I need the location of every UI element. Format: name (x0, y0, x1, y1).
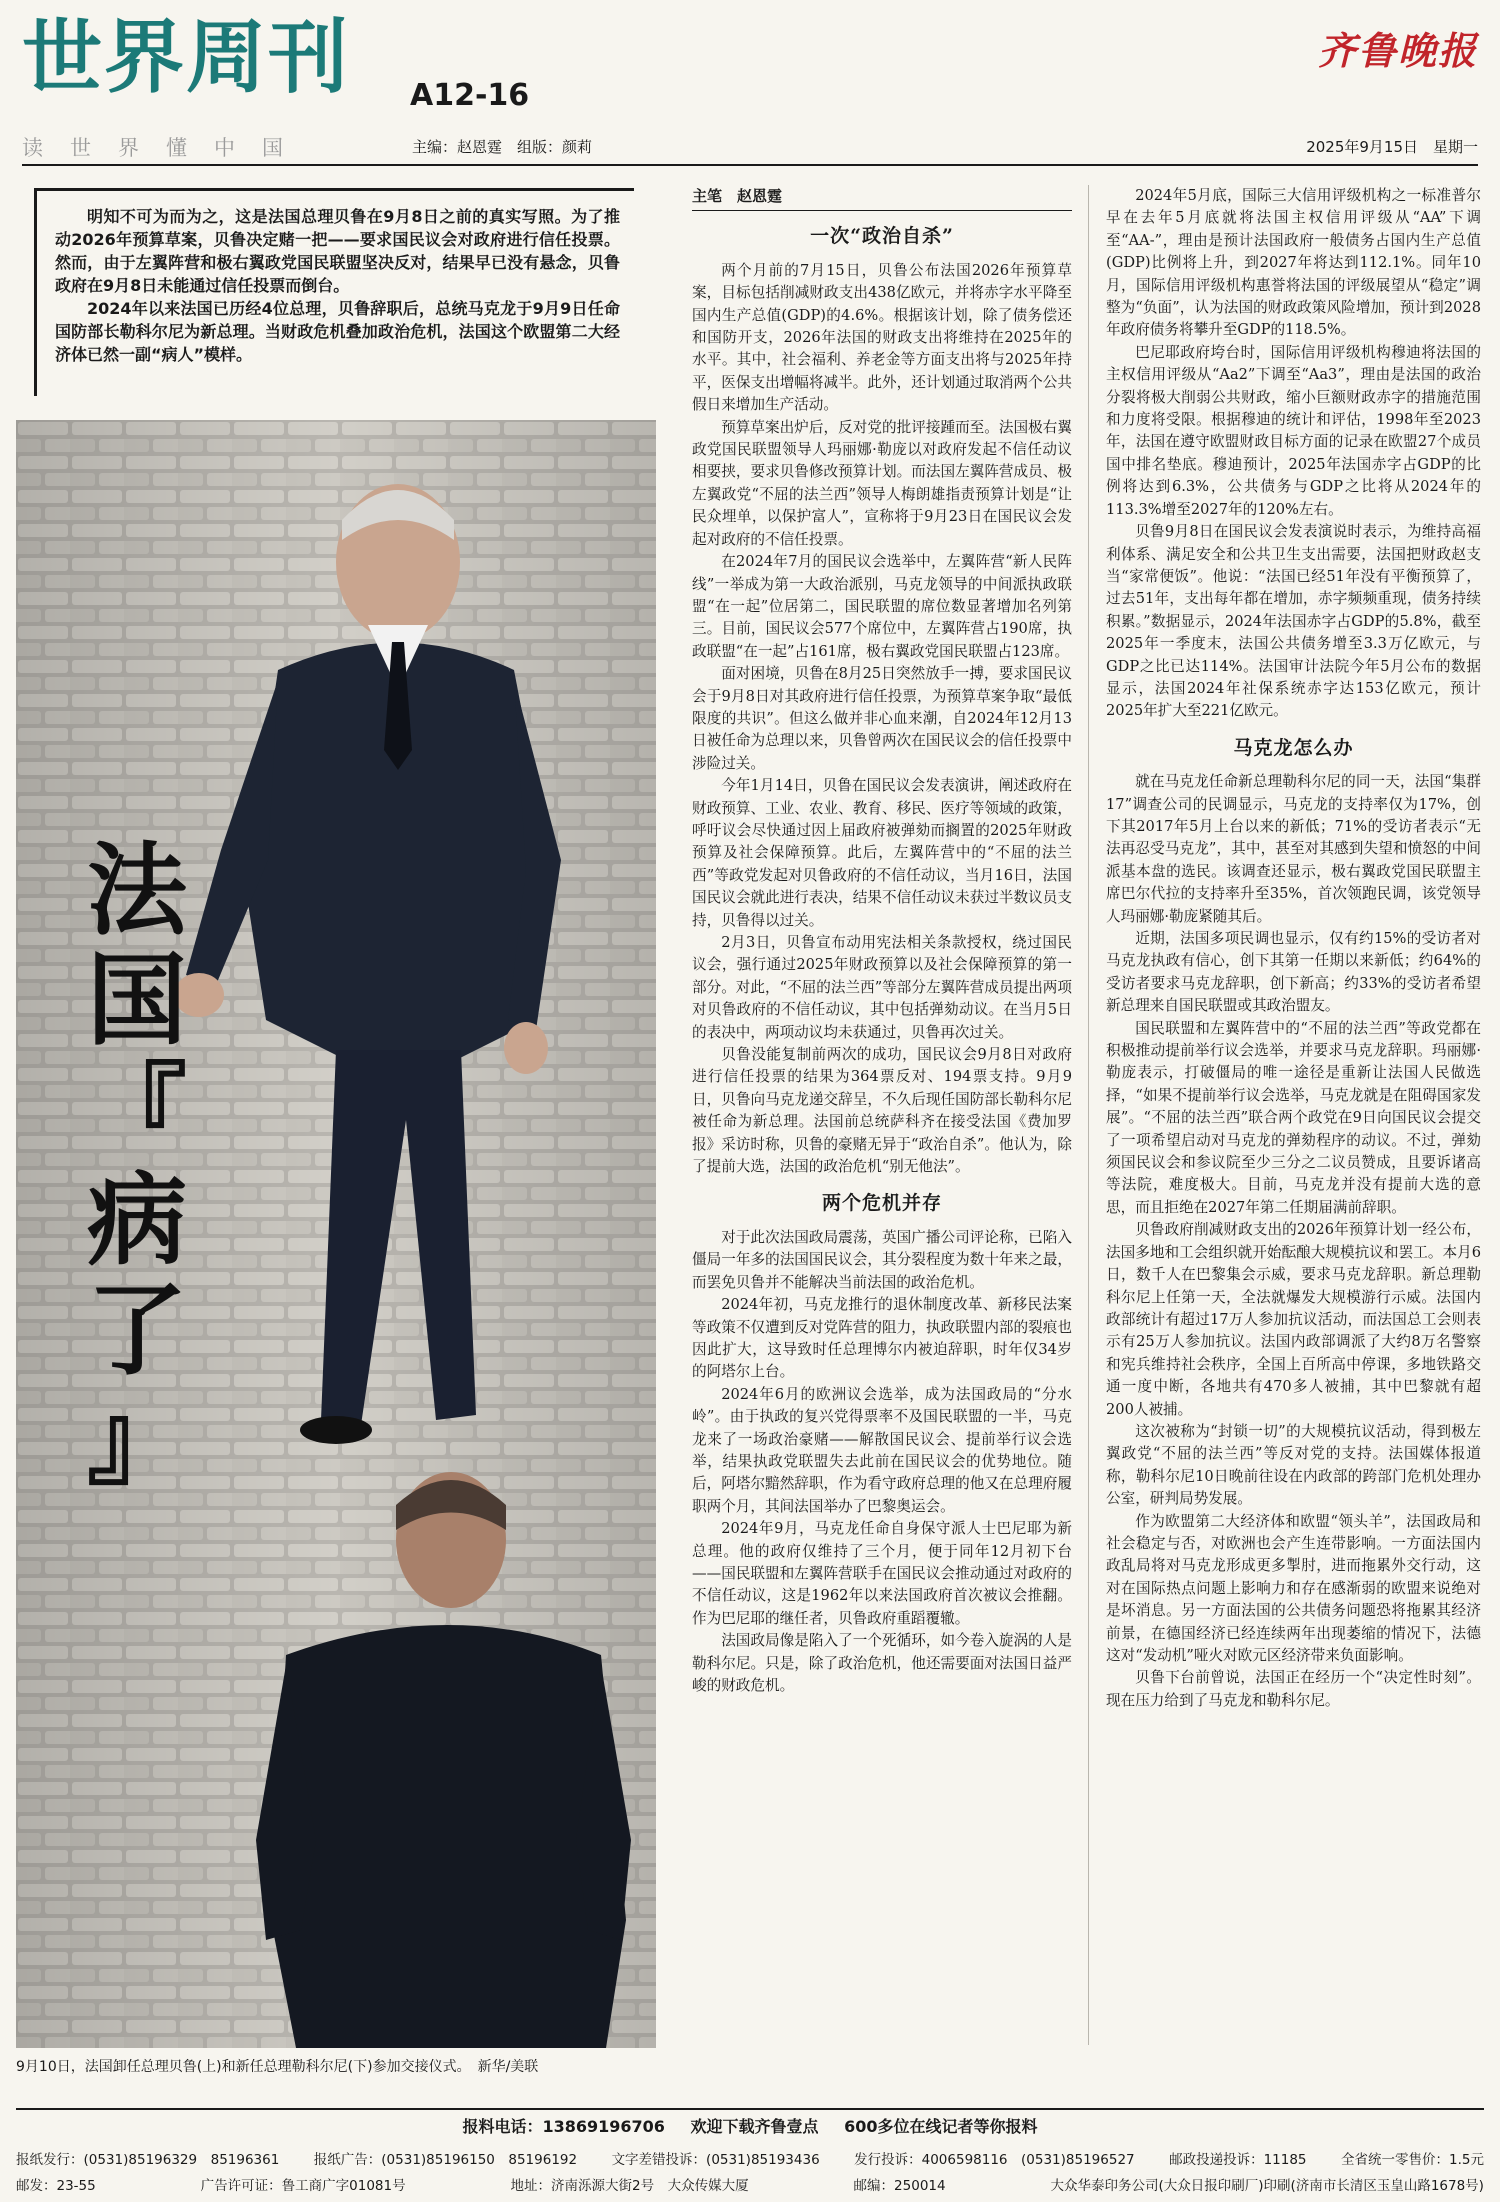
section-heading: 马克龙怎么办 (1233, 736, 1354, 759)
article-paragraph: 2月3日，贝鲁宣布动用宪法相关条款授权，绕过国民议会，强行通过2025年财政预算以及社会保障预算的第一部分。对此，“不屈的法兰西”等部分左翼阵营成员提出两项对贝鲁政府的不信任动议，其中包括弹劾动议。在当月5日的表决中，两项动议均未获通过，贝鲁再次过关。 (692, 934, 1072, 1041)
footer-item: 邮政投递投诉：11185 (1169, 2152, 1307, 2168)
headline-char: 了 (87, 1271, 187, 1389)
section-heading: 一次“政治自杀” (810, 225, 954, 248)
article-paragraph: 国民联盟和左翼阵营中的“不屈的法兰西”等政党都在积极推动提前举行议会选举，并要求马克龙辞职。玛丽娜·勒庞表示，打破僵局的唯一途径是重新让法国人民做选择，“如果不提前举行议会选举，马克龙就是在阻碍国家发展”。“不屈的法兰西”联合两个政党在9日向国民议会提交了一项希望启动对马克龙的弹劾程序的动议。不过，弹劾须国民议会和参议院至少三分之二议员赞成，且要诉诸高等法院，难度极大。目前，马克龙并没有提前大选的意思，而且拒绝在2027年第二任期届满前辞职。 (1106, 1019, 1481, 1216)
footer-item: 广告许可证：鲁工商广字01081号 (200, 2178, 406, 2194)
footer-item: 文字差错投诉：(0531)85193436 (611, 2152, 820, 2168)
headline-char: 病 (87, 1161, 187, 1279)
photo-caption: 9月10日，法国卸任总理贝鲁(上)和新任总理勒科尔尼(下)参加交接仪式。 新华/美联 (16, 2059, 539, 2075)
article-paragraph: 这次被称为“封锁一切”的大规模抗议活动，得到极左翼政党“不屈的法兰西”等反对党的支持。法国媒体报道称，勒科尔尼10日晚前往设在内政部的跨部门危机处理办公室，研判局势发展。 (1106, 1422, 1481, 1508)
footer-hotline (16, 2114, 1484, 2137)
lead-paragraph: 明知不可为而为之，这是法国总理贝鲁在9月8日之前的真实写照。为了推动2026年预算草案，贝鲁决定赌一把——要求国民议会对政府进行信任投票。然而，由于左翼阵营和极右翼政党国民联盟坚决反对，结果早已没有悬念，贝鲁政府在9月8日未能通过信任投票而倒台。 (55, 207, 620, 295)
article-paragraph: 2024年6月的欧洲议会选举，成为法国政局的“分水岭”。由于执政的复兴党得票率不及国民联盟的一半，马克龙来了一场政治豪赌——解散国民议会、提前举行议会选举，结果执政党联盟失去此前在国民议会的优势地位。随后，阿塔尔黯然辞职，作为看守政府总理的他又在总理府履职两个月，其间法国举办了巴黎奥运会。 (692, 1385, 1072, 1515)
article-paragraph: 面对困境，贝鲁在8月25日突然放手一搏，要求国民议会于9月8日对其政府进行信任投票，为预算草案争取“最低限度的共识”。但这么做并非心血来潮，自2024年12月13日被任命为总理以来，贝鲁曾两次在国民议会的信任投票中涉险过关。 (692, 665, 1072, 772)
headline-char: 法 (87, 831, 187, 949)
article-paragraph: 对于此次法国政局震荡，英国广播公司评论称，已陷入僵局一年多的法国国民议会，其分裂程度为数十年来之最，而罢免贝鲁并不能解决当前法国的政治危机。 (692, 1228, 1072, 1291)
article-paragraph: 今年1月14日，贝鲁在国民议会发表演讲，阐述政府在财政预算、工业、农业、教育、移民、医疗等领域的政策，呼吁议会尽快通过因上届政府被弹劾而搁置的2025年财政预算及社会保障预算。此后，左翼阵营中的“不屈的法兰西”等政党发起对贝鲁政府的不信任动议，当月16日，法国国民议会就此进行表决，结果不信任动议未获过半数议员支持，贝鲁得以过关。 (692, 777, 1072, 929)
footer-item: 全省统一零售价：1.5元 (1340, 2152, 1484, 2168)
article-paragraph: 2024年9月，马克龙任命自身保守派人士巴尼耶为新总理。他的政府仅维持了三个月，便于同年12月初下台——国民联盟和左翼阵营联手在国民议会推动通过对政府的不信任动议，这是1962年以来法国政府首次被议会推翻。作为巴尼耶的继任者，贝鲁政府重蹈覆辙。 (692, 1520, 1072, 1627)
article-column-1 (692, 185, 1072, 1697)
headline (72, 831, 202, 1499)
page-range: A12-16 (410, 78, 530, 113)
article-paragraph: 就在马克龙任命新总理勒科尔尼的同一天，法国“集群17”调查公司的民调显示，马克龙的支持率仅为17%，创下其2017年5月上台以来的新低；71%的受访者表示“无法再忍受马克龙”，其中，甚至对其感到失望和愤怒的中间派基本盘的选民。该调查还显示，极右翼政党国民联盟主席巴尔代拉的支持率升至35%，首次领跑民调，该党领导人玛丽娜·勒庞紧随其后。 (1106, 773, 1481, 925)
footer-item: 地址：济南泺源大街2号 大众传媒大厦 (510, 2178, 749, 2194)
headline-char: 国 (87, 941, 187, 1059)
footer-item: 大众华泰印务公司(大众日报印刷厂)印刷(济南市长清区玉皇山路1678号) (1050, 2178, 1484, 2194)
masthead-title: 世界周刊 (22, 11, 350, 104)
article-paragraph: 作为欧盟第二大经济体和欧盟“领头羊”，法国政局和社会稳定与否，对欧洲也会产生连带影响。一方面法国内政乱局将对马克龙形成更多掣肘，进而拖累外交行动，这对在国际热点问题上影响力和存在感渐弱的欧盟来说绝对是坏消息。另一方面法国的公共债务问题恐将拖累其经济前景，在德国经济已经连续两年出现萎缩的情况下，法德这对“发动机”哑火对欧元区经济带来负面影响。 (1106, 1512, 1481, 1664)
lead-summary (34, 188, 634, 396)
masthead-divider (22, 164, 1478, 166)
article-paragraph: 贝鲁政府削减财政支出的2026年预算计划一经公布，法国多地和工会组织就开始酝酿大规模抗议和罢工。本月6日，数千人在巴黎集会示威，要求马克龙辞职。新总理勒科尔尼上任第一天，全法就爆发大规模游行示威。法国内政部统计有超过17万人参加抗议活动，而法国总工会则表示有25万人参加抗议。法国内政部调派了大约8万名警察和宪兵维持社会秩序，全国上百所高中停课，多地铁路交通一度中断，各地共有470多人被捕，其中巴黎就有超200人被捕。 (1106, 1221, 1481, 1418)
article-paragraph: 在2024年7月的国民议会选举中，左翼阵营“新人民阵线”一举成为第一大政治派别，马克龙领导的中间派执政联盟“在一起”位居第二，国民联盟的席位数显著增加名列第三。目前，国民议会577个席位中，左翼阵营占190席，执政联盟“在一起”占161席，极右翼政党国民联盟占123席。 (692, 553, 1072, 660)
footer-item: 发行投诉：4006598116 (0531)85196527 (854, 2152, 1135, 2168)
lead-paragraph: 2024年以来法国已历经4位总理，贝鲁辞职后，总统马克龙于9月9日任命国防部长勒科尔尼为新总理。当财政危机叠加政治危机，法国这个欧盟第二大经济体已然一副“病人”模样。 (55, 299, 620, 364)
article-paragraph: 预算草案出炉后，反对党的批评接踵而至。法国极右翼政党国民联盟领导人玛丽娜·勒庞以对政府发起不信任动议相要挟，要求贝鲁修改预算计划。而法国左翼阵营成员、极左翼政党“不屈的法兰西”领导人梅朗雄指责预算计划是“让民众埋单，以保护富人”，宣称将于9月23日在国民议会发起对政府的不信任投票。 (692, 418, 1072, 548)
headline-char: 』 (87, 1381, 187, 1499)
article-paragraph: 2024年初，马克龙推行的退休制度改革、新移民法案等政策不仅遭到反对党阵营的阻力，执政联盟内部的裂痕也因此扩大，这导致时任总理博尔内被迫辞职，时年仅34岁的阿塔尔上台。 (692, 1296, 1072, 1381)
footer-item: 报纸广告：(0531)85196150 85196192 (313, 2152, 578, 2168)
footer-divider (16, 2108, 1484, 2110)
article-paragraph: 贝鲁9月8日在国民议会发表演说时表示，为维持高福利体系、满足安全和公共卫生支出需要，法国把财政赵支当“家常便饭”。他说：“法国已经51年没有平衡预算了，过去51年，支出每年都在增加，赤字频频重现，债务持续积累。”数据显示，2024年法国赤字占GDP的5.8%，截至2025年一季度末，法国公共债务增至3.3万亿欧元，与GDP之比已达114%。法国审计法院今年5月公布的数据显示，法国2024年社保系统赤字达153亿欧元，预计2025年扩大至221亿欧元。 (1106, 523, 1481, 720)
article-paragraph: 法国政局像是陷入了一个死循环，如今卷入旋涡的人是勒科尔尼。只是，除了政治危机，他还需要面对法国日益严峻的财政危机。 (692, 1632, 1072, 1694)
newspaper-logo: 齐鲁晚报 (1317, 28, 1478, 73)
article-paragraph: 贝鲁没能复制前两次的成功，国民议会9月8日对政府进行信任投票的结果为364票反对、194票支持。9月9日，贝鲁向马克龙递交辞呈，不久后现任国防部长勒科尔尼被任命为新总理。法国前总统萨科齐在接受法国《费加罗报》采访时称，贝鲁的豪赌无异于“政治自杀”。他认为，除了提前大选，法国的政治危机“别无他法”。 (692, 1046, 1072, 1176)
hotline-phone: 报料电话：13869196706 (462, 2117, 665, 2136)
footer-item: 邮发：23-55 (16, 2178, 96, 2194)
article-paragraph: 贝鲁下台前曾说，法国正在经历一个“决定性时刻”。现在压力给到了马克龙和勒科尔尼。 (1106, 1669, 1481, 1709)
issue-date: 2025年9月15日 星期一 (1306, 138, 1478, 156)
footer-item: 邮编：250014 (853, 2178, 946, 2194)
editor-credit: 主编：赵恩霆 组版：颜莉 (412, 138, 593, 156)
section-heading: 两个危机并存 (821, 1192, 942, 1215)
hotline-reporters: 600多位在线记者等你报料 (844, 2117, 1038, 2136)
article-paragraph: 巴尼耶政府垮台时，国际信用评级机构穆迪将法国的主权信用评级从“Aa2”下调至“Aa3”，理由是法国的政治分裂将极大削弱公共财政，缩小巨额财政赤字的措施范围和力度将受限。根据穆迪的统计和评估，1998年至2023年，法国在遵守欧盟财政目标方面的记录在欧盟27个成员国中排名垫底。穆迪预计，2025年法国赤字占GDP的比例将达到6.3%，公共债务与GDP之比将从2024年的113.3%增至2027年的120%左右。 (1106, 343, 1481, 518)
column-divider (1088, 185, 1089, 2045)
article-paragraph: 近期，法国多项民调也显示，仅有约15%的受访者对马克龙执政有信心，创下其第一任期以来新低；约64%的受访者要求马克龙辞职，创下新高；约33%的受访者希望新总理来自国民联盟或其政治盟友。 (1106, 930, 1481, 1015)
slogan: 读世界懂中国 (22, 136, 310, 160)
headline-char: 『 (87, 1051, 187, 1169)
byline: 主笔 赵恩霆 (692, 185, 1072, 211)
article-paragraph: 两个月前的7月15日，贝鲁公布法国2026年预算草案，目标包括削减财政支出438亿欧元，并将赤字水平降至国内生产总值(GDP)的4.6%。根据该计划，除了债务偿还和国防开支，2026年法国的财政支出将维持在2025年的水平。其中，社会福利、养老金等方面支出将与2025年持平，医保支出增幅将减半。此外，还计划通过取消两个公共假日来增加生产活动。 (692, 261, 1072, 414)
hotline-app: 欢迎下载齐鲁壹点 (690, 2117, 819, 2136)
article-paragraph: 2024年5月底，国际三大信用评级机构之一标准普尔早在去年5月底就将法国主权信用评级从“AA”下调至“AA-”，理由是预计法国政府一般债务占国内生产总值(GDP)比例将上升，到2027年将达到112.1%。同年10月，国际信用评级机构惠誉将法国的评级展望从“稳定”调整为“负面”，认为法国的财政政策风险增加，预计到2028年政府债务将攀升至GDP的118.5%。 (1106, 187, 1481, 339)
article-column-2 (1106, 185, 1481, 1712)
footer-item: 报纸发行：(0531)85196329 85196361 (16, 2152, 280, 2168)
footer-contacts (16, 2148, 1484, 2168)
footer-publisher (16, 2174, 1484, 2194)
